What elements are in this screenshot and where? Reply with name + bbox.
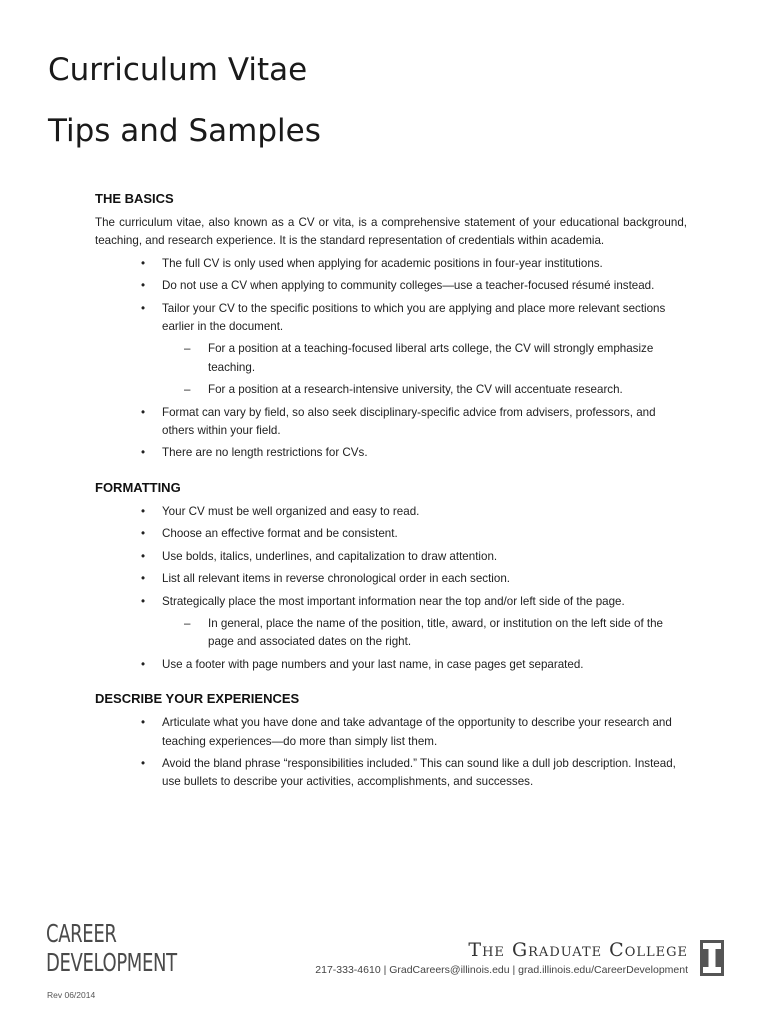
list-item-text: Strategically place the most important information near the top and/or left side of the page.	[162, 594, 625, 608]
sub-list-item: – For a position at a research-intensive university, the CV will accentuate research.	[162, 381, 687, 399]
document-body	[95, 190, 687, 800]
list-item: • The full CV is only used when applying for academic positions in four-year institutions.	[95, 255, 687, 273]
formatting-sub-list	[162, 615, 687, 652]
formatting-bullet-list	[95, 503, 687, 674]
illinois-block-i-icon	[700, 940, 724, 976]
revision-date: Rev 06/2014	[47, 990, 96, 1000]
section-heading-formatting: FORMATTING	[95, 479, 181, 495]
list-item: • Choose an effective format and be consistent.	[95, 525, 687, 543]
list-item: • Do not use a CV when applying to community colleges—use a teacher-focused résumé instead.	[95, 277, 687, 295]
section-spacer	[95, 682, 687, 690]
list-item	[95, 593, 687, 652]
list-item: • Format can vary by field, so also seek disciplinary-specific advice from advisers, professors, and others within your field.	[95, 404, 687, 441]
section-heading-experiences: DESCRIBE YOUR EXPERIENCES	[95, 691, 300, 707]
list-item: • Your CV must be well organized and easy to read.	[95, 503, 687, 521]
list-item: • List all relevant items in reverse chronological order in each section.	[95, 570, 687, 588]
title-curriculum-vitae: Curriculum Vitae	[48, 52, 308, 88]
list-item-text: Tailor your CV to the specific positions to which you are applying and place more relevant sections earlier in the document.	[162, 301, 666, 334]
basics-sub-list	[162, 340, 687, 399]
graduate-college-wordmark: The Graduate College	[468, 939, 688, 961]
list-item: • Use a footer with page numbers and your last name, in case pages get separated.	[95, 656, 687, 674]
sub-list-item: – For a position at a teaching-focused liberal arts college, the CV will strongly emphasize teaching.	[162, 340, 687, 377]
basics-bullet-list	[95, 255, 687, 463]
experiences-bullet-list	[95, 714, 687, 792]
list-item: • Articulate what you have done and take advantage of the opportunity to describe your research and teaching experiences—do more than simply list them.	[95, 714, 687, 751]
list-item	[95, 300, 687, 400]
section-heading-basics: THE BASICS	[95, 191, 174, 206]
basics-intro-paragraph: The curriculum vitae, also known as a CV or vita, is a comprehensive statement of your educational background, teaching, and research experience. It is the standard representation of credentials within academia.	[95, 216, 687, 248]
career-logo-line1: CAREER	[46, 919, 117, 948]
contact-info: 217-333-4610 | GradCareers@illinois.edu | grad.illinois.edu/CareerDevelopment	[315, 964, 688, 976]
career-development-logo	[46, 919, 177, 977]
title-tips-and-samples: Tips and Samples	[48, 113, 321, 149]
list-item: • Use bolds, italics, underlines, and capitalization to draw attention.	[95, 548, 687, 566]
career-logo-line2: DEVELOPMENT	[46, 948, 177, 977]
list-item: • There are no length restrictions for CVs.	[95, 444, 687, 462]
list-item: • Avoid the bland phrase “responsibilities included.” This can sound like a dull job description. Instead, use bullets to describe your activities, accomplishments, and successes.	[95, 755, 687, 792]
sub-list-item: – In general, place the name of the position, title, award, or institution on the left side of the page and associated dates on the right.	[162, 615, 687, 652]
section-spacer	[95, 471, 687, 479]
